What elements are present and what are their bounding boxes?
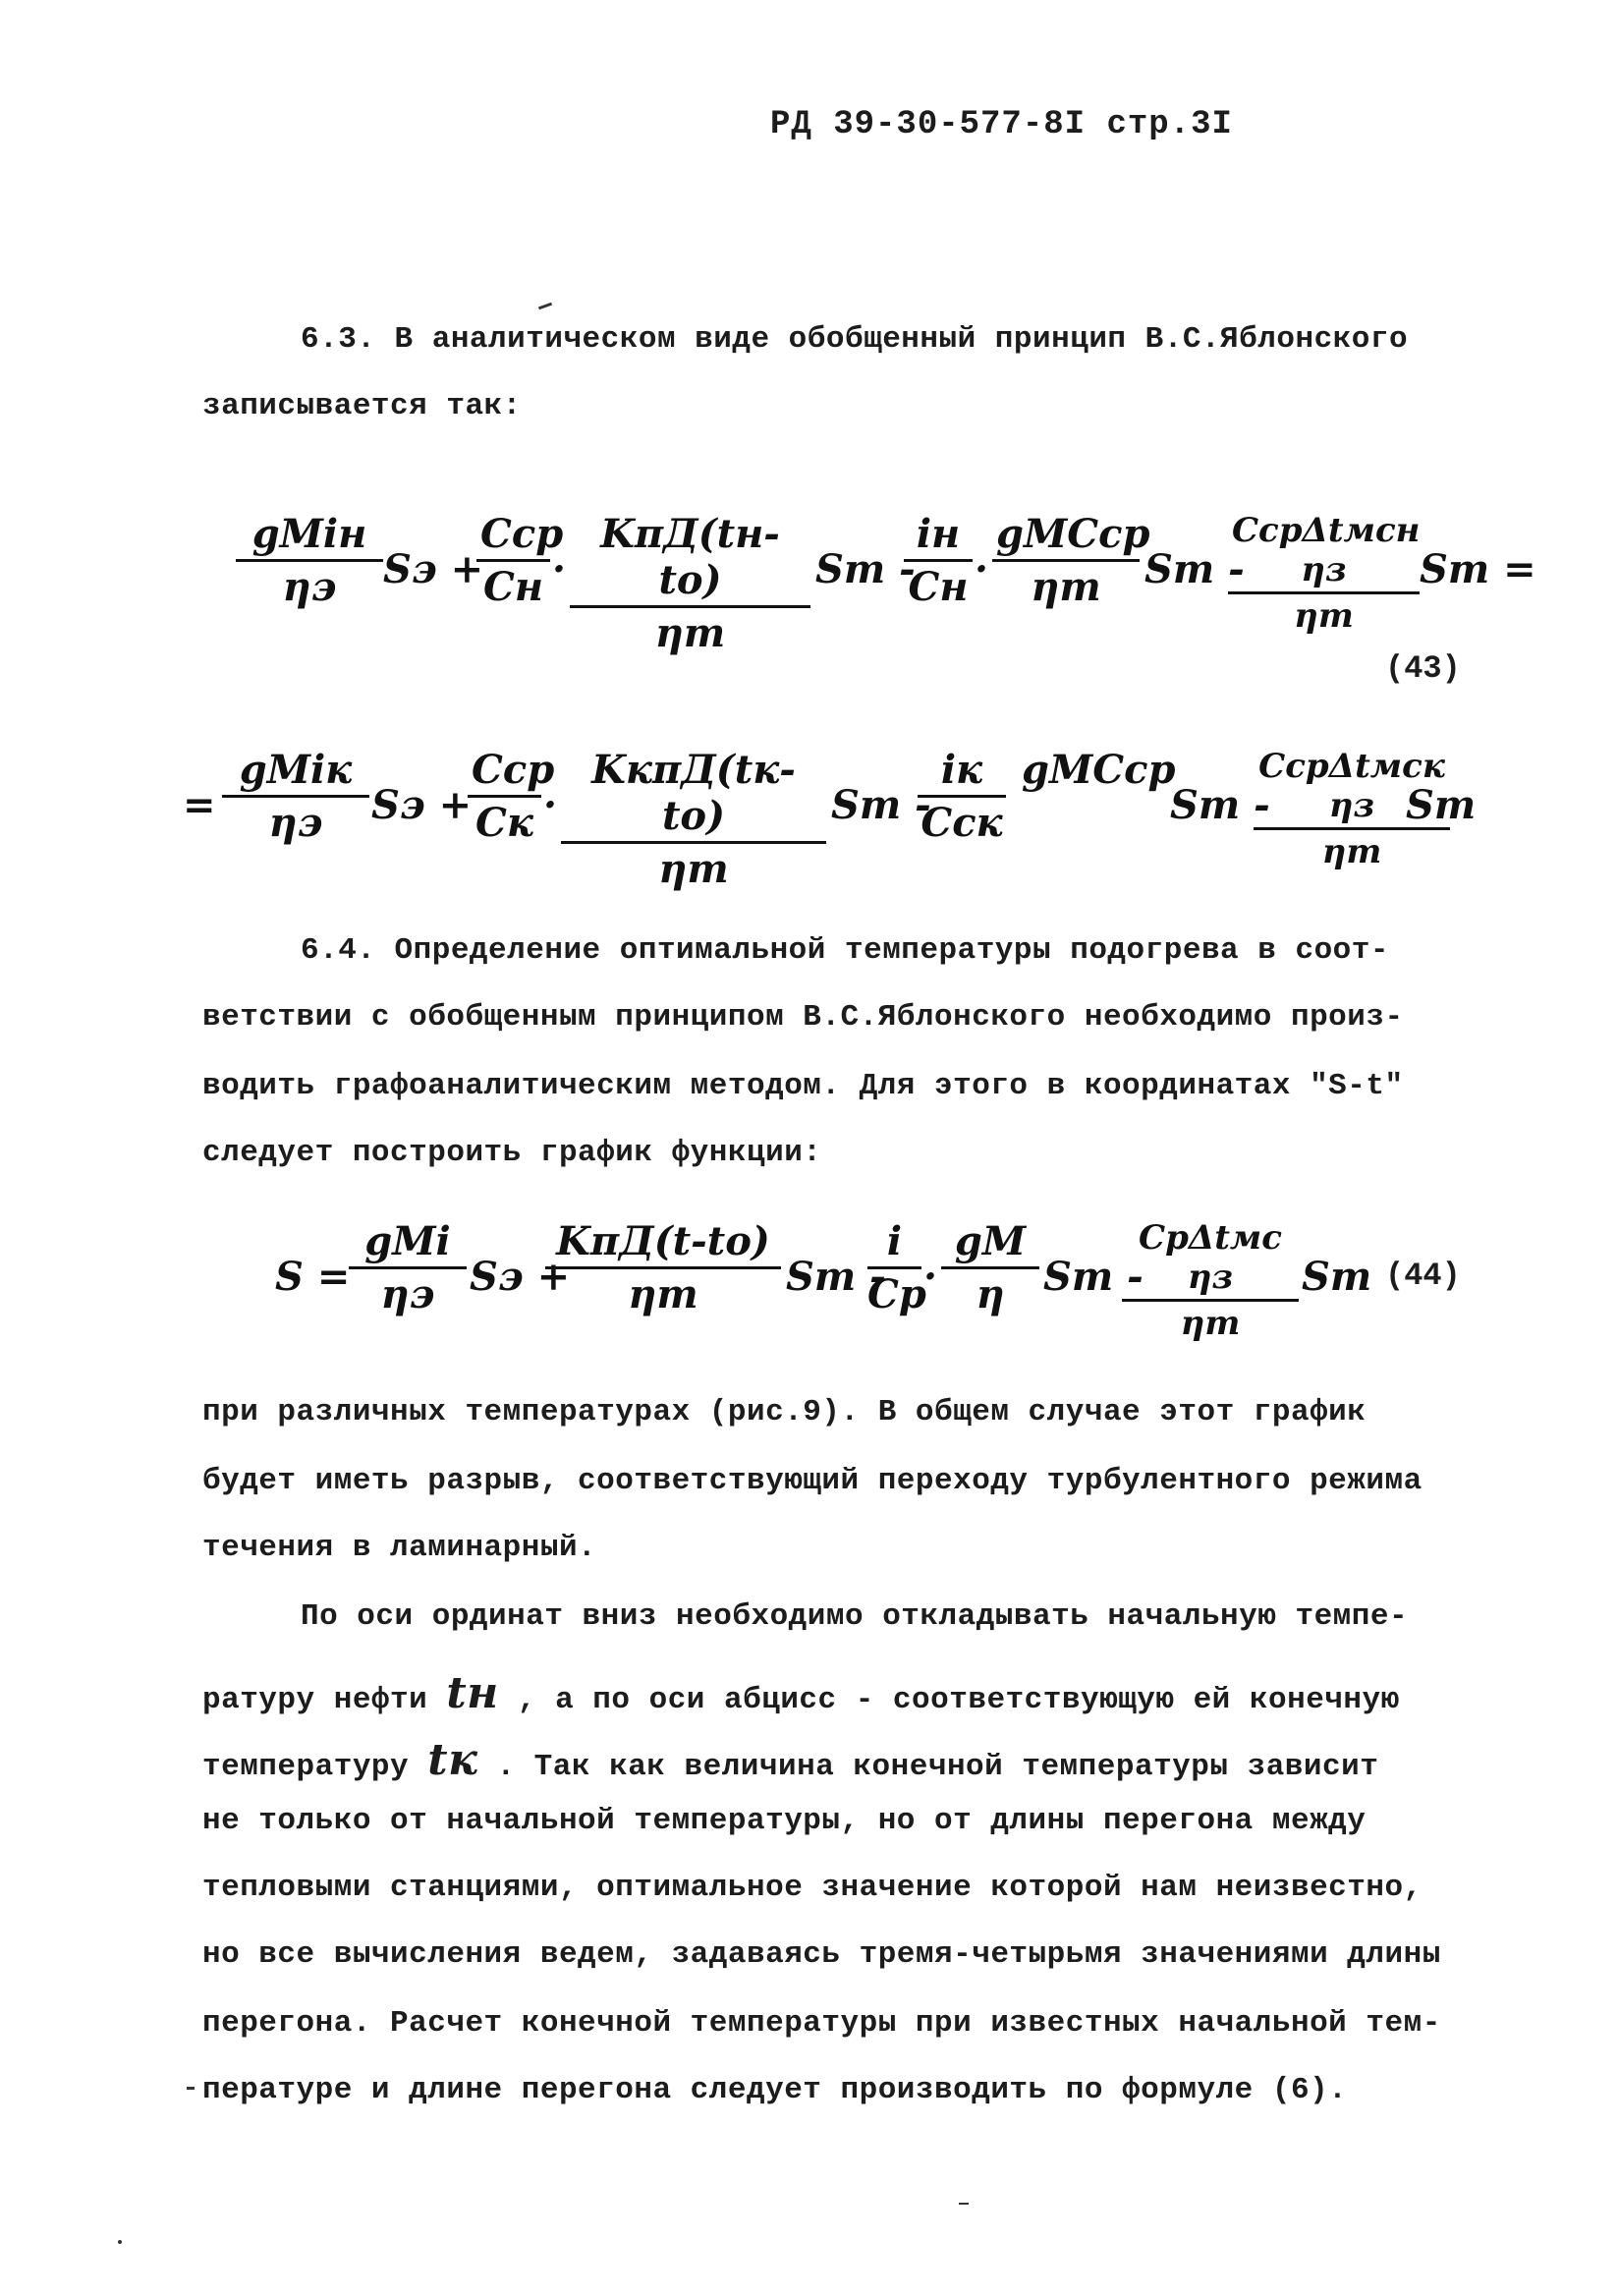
eq44-term-1: gMi ηэ [349, 1218, 467, 1317]
eq43-r1-op-3: Sт - [815, 546, 916, 592]
para-axes-line-2 [202, 1668, 1400, 1718]
eq44-dot-1: · [923, 1254, 937, 1300]
para-axes-line-7: перегона. Расчет конечной температуры при известных начальной тем- [202, 2006, 1441, 2041]
para-after-44-line-2: будет иметь разрыв, соответствующий переходу турбулентного режима [202, 1464, 1423, 1498]
para-axes-line-2-a: ратуру нефти [202, 1683, 428, 1717]
eq43-r2-op-5: Sт - [1170, 782, 1270, 828]
eq43-r2-term-3: KкπД(tк-tо) ηт [561, 747, 826, 892]
eq43-r1-term-5: gMCср ηт [992, 511, 1140, 610]
eq43-r1-op-6: Sт = [1420, 546, 1536, 592]
eq43-r2-term-5: gMCср [1022, 747, 1176, 793]
eq43-r1-term-4: iн Cн [904, 511, 973, 610]
scan-speck [959, 2203, 969, 2205]
eq43-r1-term-1: gMiн ηэ [236, 511, 383, 610]
eq43-r2-equals: = [183, 782, 216, 828]
eq43-r2-term-2: Cср Cк [468, 747, 541, 846]
para-after-44-line-3: течения в ламинарный. [202, 1531, 597, 1565]
eq44-op-2: Sт - [786, 1254, 886, 1300]
eq43-r1-dot-2: · [975, 546, 988, 592]
equation-43-row-2 [183, 747, 1477, 892]
eq43-r1-term-6: CсрΔtмсн ηз ηт [1228, 511, 1420, 636]
equation-44 [275, 1218, 1385, 1346]
para-6-3-line-1: 6.3. В аналитическом виде обобщенный принцип В.С.Яблонского [301, 322, 1409, 357]
symbol-t-initial: tн [446, 1668, 499, 1718]
scan-speck [538, 303, 552, 310]
eq44-term-2: KπД(t-tо) ηт [545, 1218, 781, 1317]
equation-43-number: (43) [1385, 650, 1461, 687]
eq44-lhs: S = [275, 1254, 351, 1300]
symbol-t-final: tк [427, 1735, 478, 1785]
para-axes-line-5: тепловыми станциями, оптимальное значение которой нам неизвестно, [202, 1871, 1423, 1905]
eq43-r2-dot-1: · [543, 782, 557, 828]
eq43-r2-term-4: iк Cск [918, 747, 1006, 846]
para-6-3-line-2: записывается так: [202, 389, 522, 423]
para-6-4-line-1: 6.4. Определение оптимальной температуры подогрева в соот- [301, 933, 1389, 968]
scan-speck [118, 2240, 122, 2244]
page-header: РД 39-30-577-8I стр.3I [770, 106, 1233, 143]
eq43-r2-op-6: Sт [1406, 782, 1477, 828]
para-axes-line-4: не только от начальной температуры, но от длины перегона между [202, 1804, 1367, 1838]
para-after-44-line-1: при различных температурах (рис.9). В общем случае этот график [202, 1395, 1367, 1429]
eq44-op-5: Sт [1302, 1254, 1372, 1300]
para-axes-line-3-a: температуру [202, 1750, 410, 1784]
equation-43-row-1 [236, 511, 1536, 656]
para-6-4-line-4: следует построить график функции: [202, 1136, 822, 1170]
para-6-4-line-2: ветствии с обобщенным принципом В.С.Яблонского необходимо произ- [202, 1000, 1404, 1035]
eq43-r1-term-3: KπД(tн-tо) ηт [570, 511, 810, 656]
eq43-r2-op-3: Sт - [831, 782, 931, 828]
eq43-r1-op-5: Sт - [1144, 546, 1245, 592]
eq44-term-5: CрΔtмс ηз ηт [1122, 1218, 1299, 1343]
eq43-r2-term-1: gMiк ηэ [222, 747, 369, 846]
eq43-r2-term-6: CсрΔtмск ηз ηт [1254, 747, 1450, 871]
eq43-r1-op-1: Sэ + [383, 546, 484, 592]
eq43-r1-term-2: Cср Cн [476, 511, 550, 610]
eq43-r2-op-1: Sэ + [371, 782, 473, 828]
para-axes-line-3-b: . Так как величина конечной температуры зависит [496, 1750, 1379, 1784]
eq44-term-3: i Cр [867, 1218, 926, 1317]
para-axes-line-8: пературе и длине перегона следует производить по формуле (6). [202, 2073, 1348, 2107]
para-axes-line-3 [202, 1735, 1378, 1785]
para-axes-line-1: По оси ординат вниз необходимо откладывать начальную темпе- [301, 1599, 1409, 1634]
eq44-term-4: $\frac{gM}{\eta}$ [941, 1218, 1039, 1317]
para-6-4-line-3: водить графоаналитическим методом. Для этого в координатах "S-t" [202, 1069, 1404, 1103]
scan-speck [187, 2087, 195, 2090]
eq43-r1-dot-1: · [552, 546, 566, 592]
para-axes-line-2-b: , а по оси абцисс - соответствующую ей конечную [517, 1683, 1400, 1717]
eq44-op-4: Sт - [1043, 1254, 1144, 1300]
eq44-op-1: Sэ + [470, 1254, 571, 1300]
equation-44-number: (44) [1385, 1258, 1461, 1294]
para-axes-line-6: но все вычисления ведем, задаваясь тремя-четырьмя значениями длины [202, 1937, 1441, 1972]
